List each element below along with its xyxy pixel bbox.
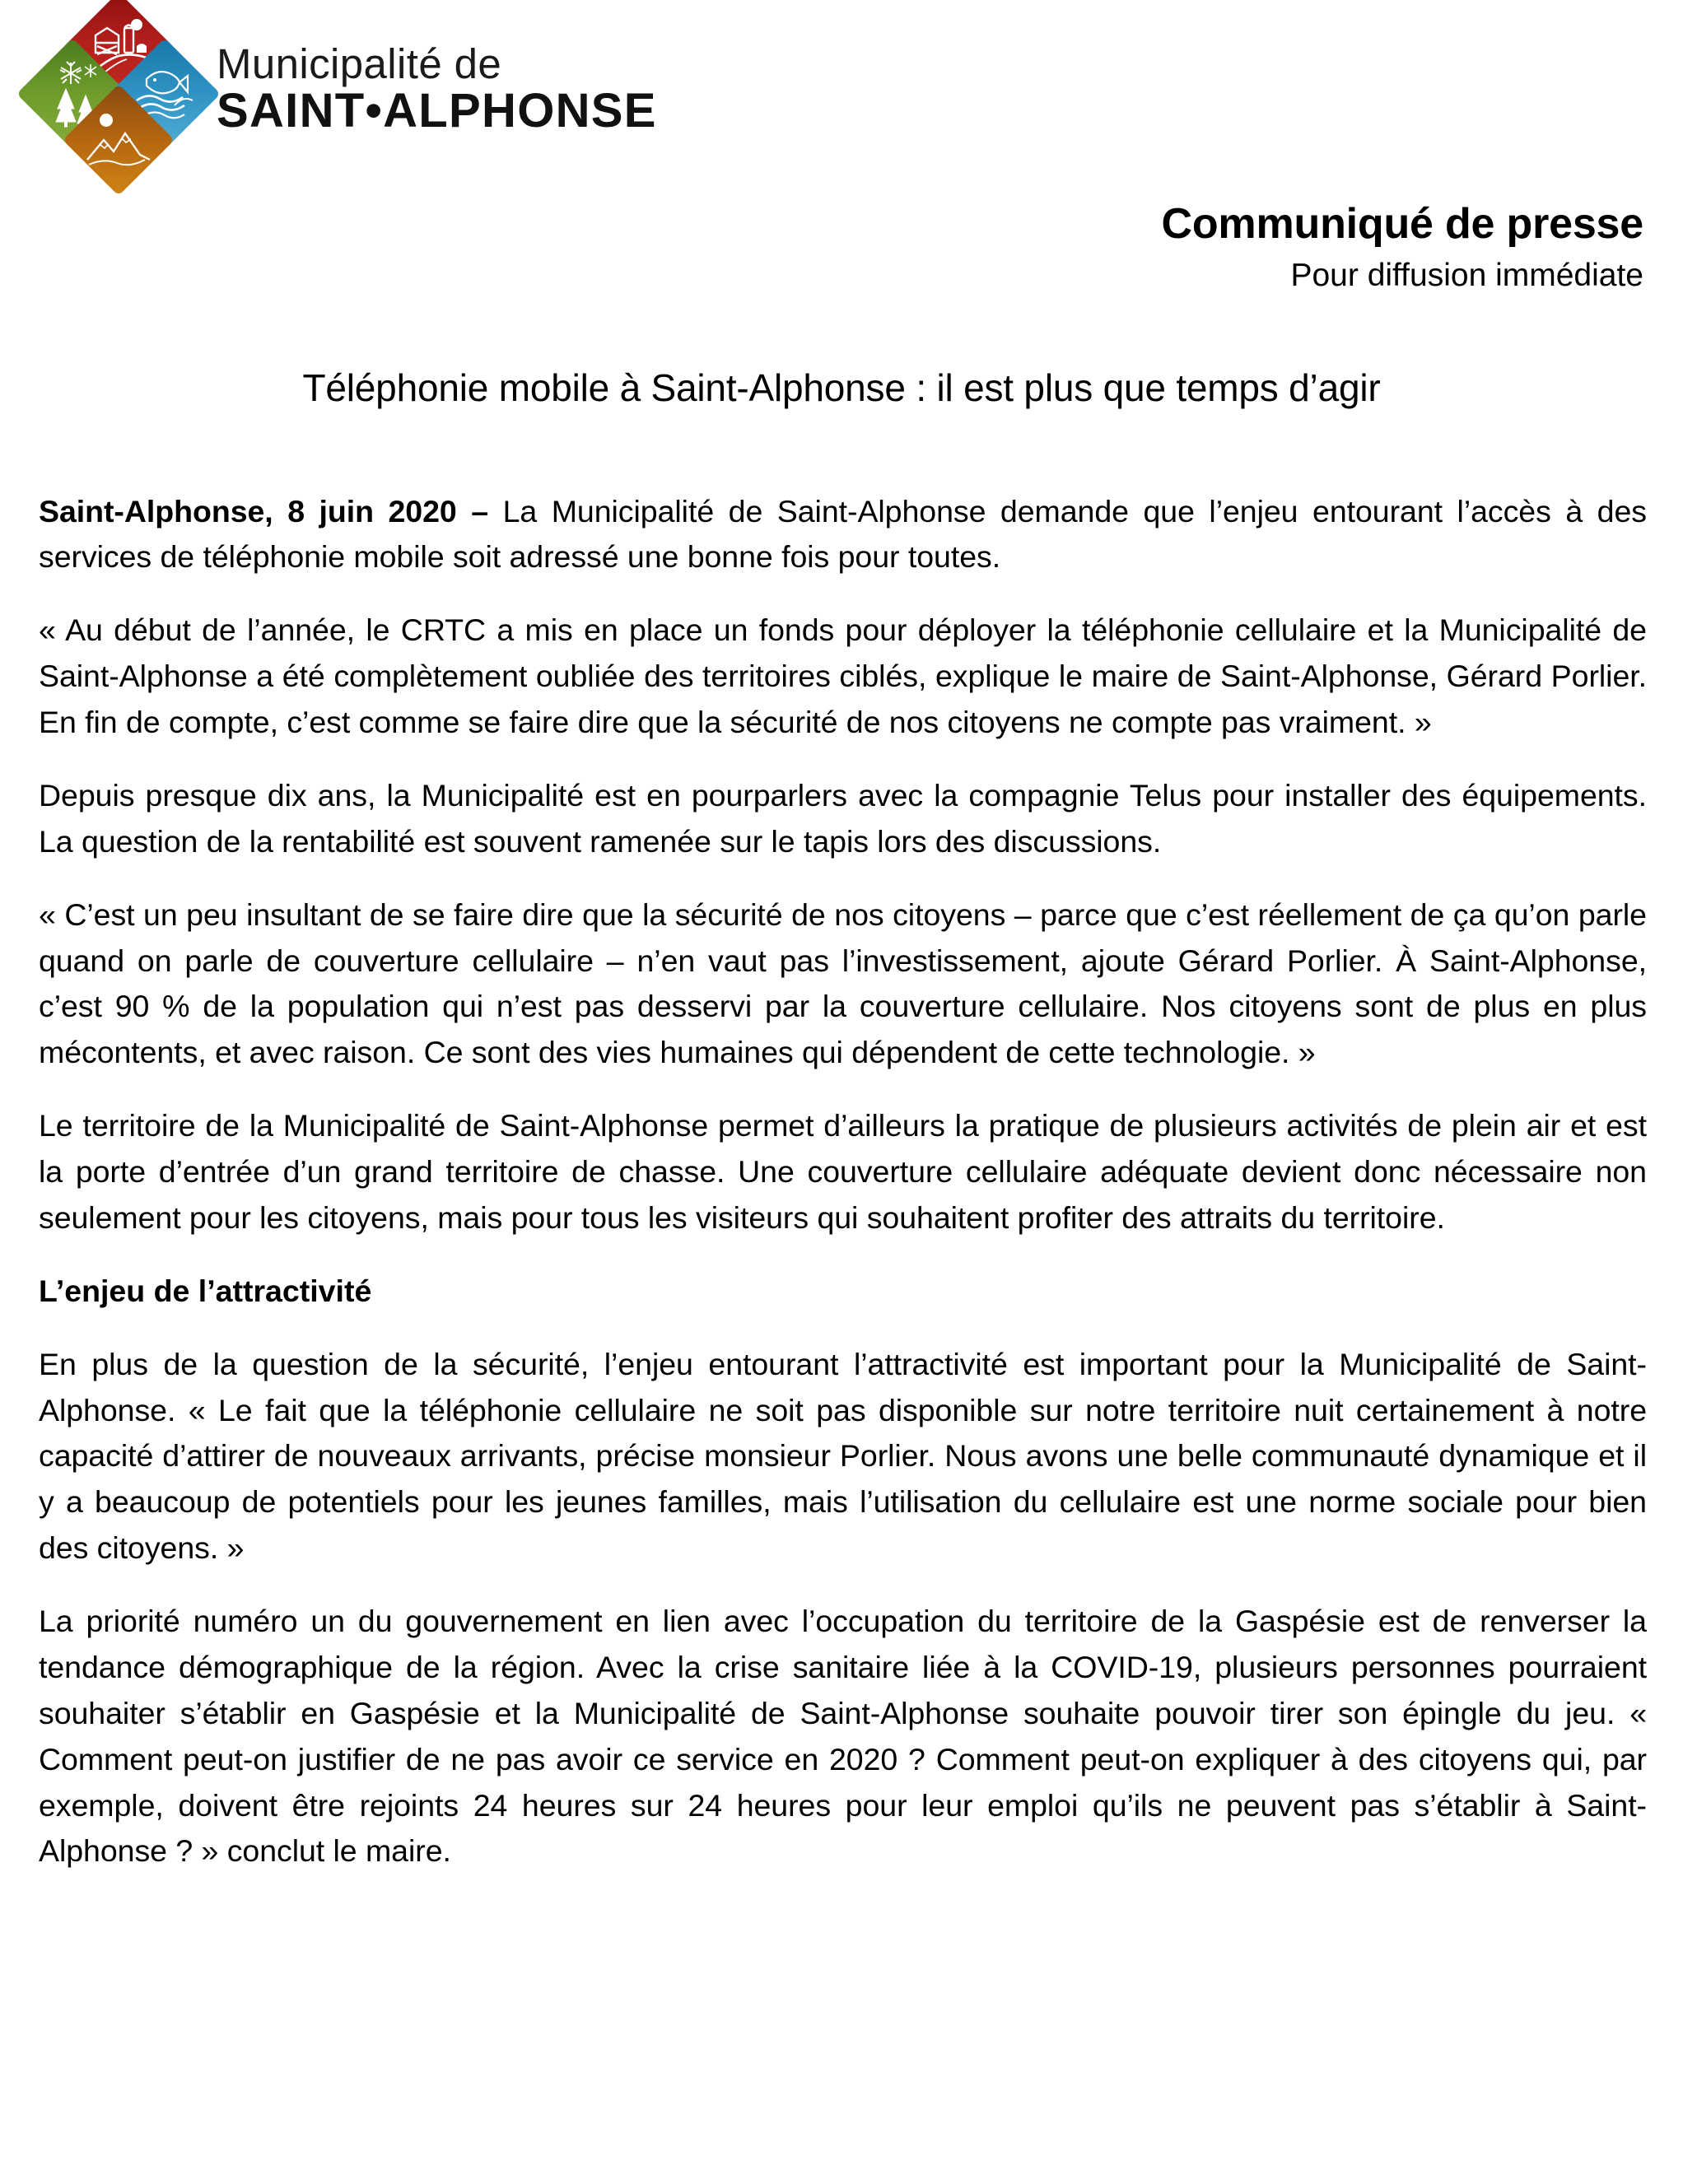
logo-text-line-1: Municipalité de (217, 40, 502, 87)
document-body (0, 489, 1683, 1875)
lead-text: La Municipalité de Saint-Alphonse demande que l’enjeu entourant l’accès à des services de téléphonie mobile soit adressé une bonne fois pour toutes. (39, 493, 1647, 575)
logo-diamond-emblem (31, 7, 208, 181)
logo-text-line-2: SAINT•ALPHONSE (217, 84, 657, 137)
paragraph-6: En plus de la question de la sécurité, l’enjeu entourant l’attractivité est important pour la Municipalité de Saint-Alphonse. « Le fait que la téléphonie cellulaire ne soit pas disponible sur notre territoire nuit certainement à notre capacité d’attirer de nouveaux arrivants, précise monsieur Porlier. Nous avons une belle communauté dynamique et il y a beaucoup de potentiels pour les jeunes familles, mais l’utilisation du cellulaire est une norme sociale pour bien des citoyens. » (39, 1346, 1647, 1566)
page-title: Téléphonie mobile à Saint-Alphonse : il est plus que temps d’agir (302, 366, 1381, 409)
release-notice: Pour diffusion immédiate (1290, 257, 1643, 293)
municipality-logo (31, 7, 1683, 181)
paragraph-lead (39, 489, 1647, 581)
logo-wordmark (217, 40, 657, 145)
document-type-heading: Communiqué de presse (1161, 200, 1643, 248)
paragraph-5: Le territoire de la Municipalité de Saint-Alphonse permet d’ailleurs la pratique de plusieurs activités de plein air et est la porte d’entrée d’un grand territoire de chasse. Une couverture cellulaire adéquate devient donc nécessaire non seulement pour les citoyens, mais pour tous les visiteurs qui souhaitent profiter des attraits du territoire. (39, 1108, 1647, 1235)
paragraph-7: La priorité numéro un du gouvernement en lien avec l’occupation du territoire de la Gaspésie est de renverser la tendance démographique de la région. Avec la crise sanitaire liée à la COVID-19, plusieurs personnes pourraient souhaiter s’établir en Gaspésie et la Municipalité de Saint-Alphonse souhaite pouvoir tirer son épingle du jeu. « Comment peut-on justifier de ne pas avoir ce service en 2020 ? Comment peut-on expliquer à des citoyens qui, par exemple, doivent être rejoints 24 heures sur 24 heures pour leur emploi qu’ils ne peuvent pas s’établir à Saint-Alphonse ? » conclut le maire. (39, 1604, 1647, 1869)
dateline: Saint-Alphonse, 8 juin 2020 – (39, 493, 503, 529)
paragraph-4: « C’est un peu insultant de se faire dire que la sécurité de nos citoyens – parce que c’est réellement de ça qu’on parle quand on parle de couverture cellulaire – n’en vaut pas l’investissement, ajoute Gérard Porlier. À Saint-Alphonse, c’est 90 % de la population qui n’est pas desservi par la couverture cellulaire. Nos citoyens sont de plus en plus mécontents, et avec raison. Ce sont des vies humaines qui dépendent de cette technologie. » (39, 896, 1647, 1070)
document-header (0, 200, 1683, 296)
letterhead (0, 0, 1683, 185)
paragraph-3: Depuis presque dix ans, la Municipalité est en pourparlers avec la compagnie Telus pour installer des équipements. La question de la rentabilité est souvent ramenée sur le tapis lors des discussions. (39, 777, 1647, 859)
section-subheading-attractivite: L’enjeu de l’attractivité (39, 1273, 372, 1308)
paragraph-2: « Au début de l’année, le CRTC a mis en place un fonds pour déployer la téléphonie cellulaire et la Municipalité de Saint-Alphonse a été complètement oubliée des territoires ciblés, explique le maire de Saint-Alphonse, Gérard Porlier. En fin de compte, c’est comme se faire dire que la sécurité de nos citoyens ne compte pas vraiment. » (39, 612, 1647, 740)
